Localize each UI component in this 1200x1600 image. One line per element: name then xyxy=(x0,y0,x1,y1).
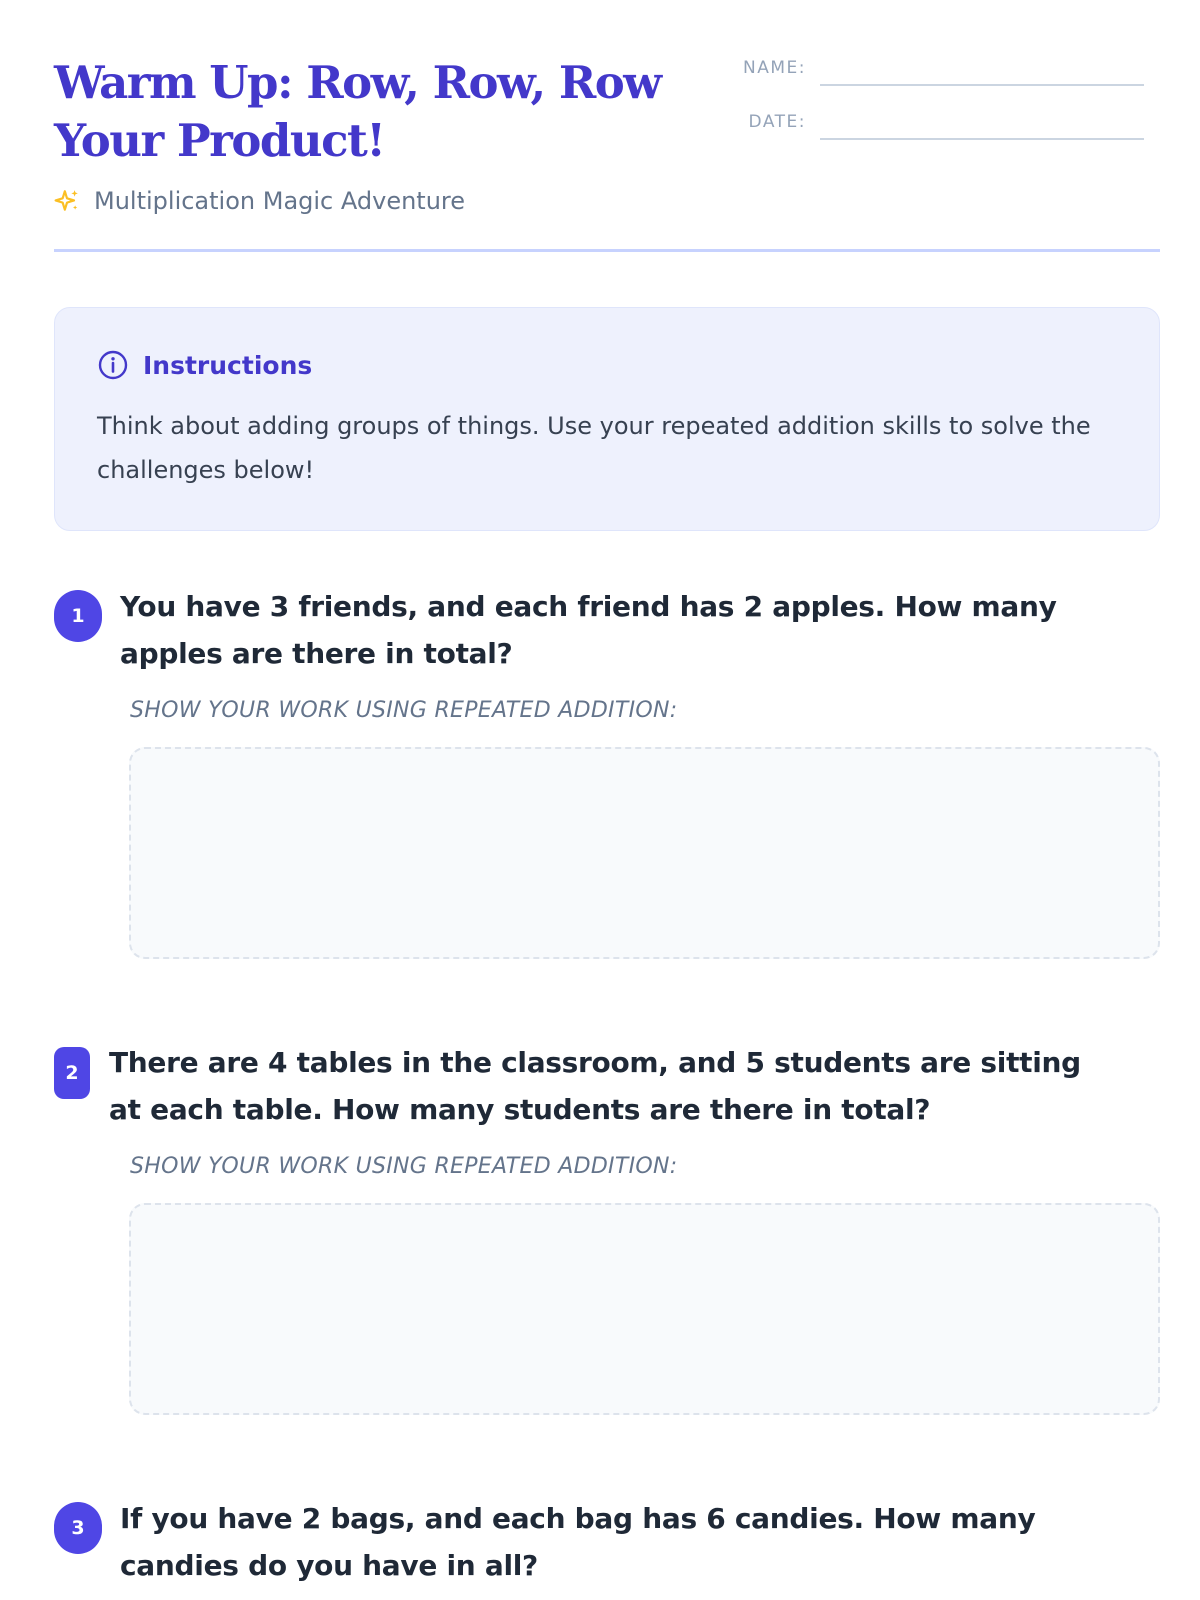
instructions-heading: Instructions xyxy=(143,350,313,380)
instructions-header xyxy=(97,348,1119,382)
info-icon xyxy=(97,349,129,381)
instructions-box xyxy=(54,307,1160,531)
name-input-line[interactable] xyxy=(820,84,1144,86)
subtitle xyxy=(54,184,465,218)
question-text: If you have 2 bags, and each bag has 6 candies. How many candies do you have in all? xyxy=(120,1502,1036,1582)
question-number-badge: 3 xyxy=(54,1502,102,1554)
question-number-badge: 2 xyxy=(54,1047,90,1099)
date-input-line[interactable] xyxy=(820,138,1144,140)
work-label: SHOW YOUR WORK USING REPEATED ADDITION: xyxy=(130,1154,678,1179)
name-field[interactable] xyxy=(696,58,1144,86)
question-text: There are 4 tables in the classroom, and 5 students are sitting at each table. How many students are there in total? xyxy=(109,1046,1081,1126)
page-title: Warm Up: Row, Row, Row Your Product! xyxy=(54,56,661,167)
header-divider xyxy=(54,249,1160,252)
subtitle-text: Multiplication Magic Adventure xyxy=(94,187,466,215)
name-label: NAME: xyxy=(743,58,806,78)
work-label: SHOW YOUR WORK USING REPEATED ADDITION: xyxy=(130,698,678,723)
date-label: DATE: xyxy=(748,112,806,132)
question-number-badge: 1 xyxy=(54,590,102,642)
work-area[interactable] xyxy=(129,1203,1160,1415)
work-area[interactable] xyxy=(129,747,1160,959)
sparkle-icon xyxy=(54,188,80,214)
instructions-text: Think about adding groups of things. Use your repeated addition skills to solve the challenges below! xyxy=(97,412,1091,484)
date-field[interactable] xyxy=(696,112,1144,140)
question-text: You have 3 friends, and each friend has 2 apples. How many apples are there in total? xyxy=(120,590,1057,670)
